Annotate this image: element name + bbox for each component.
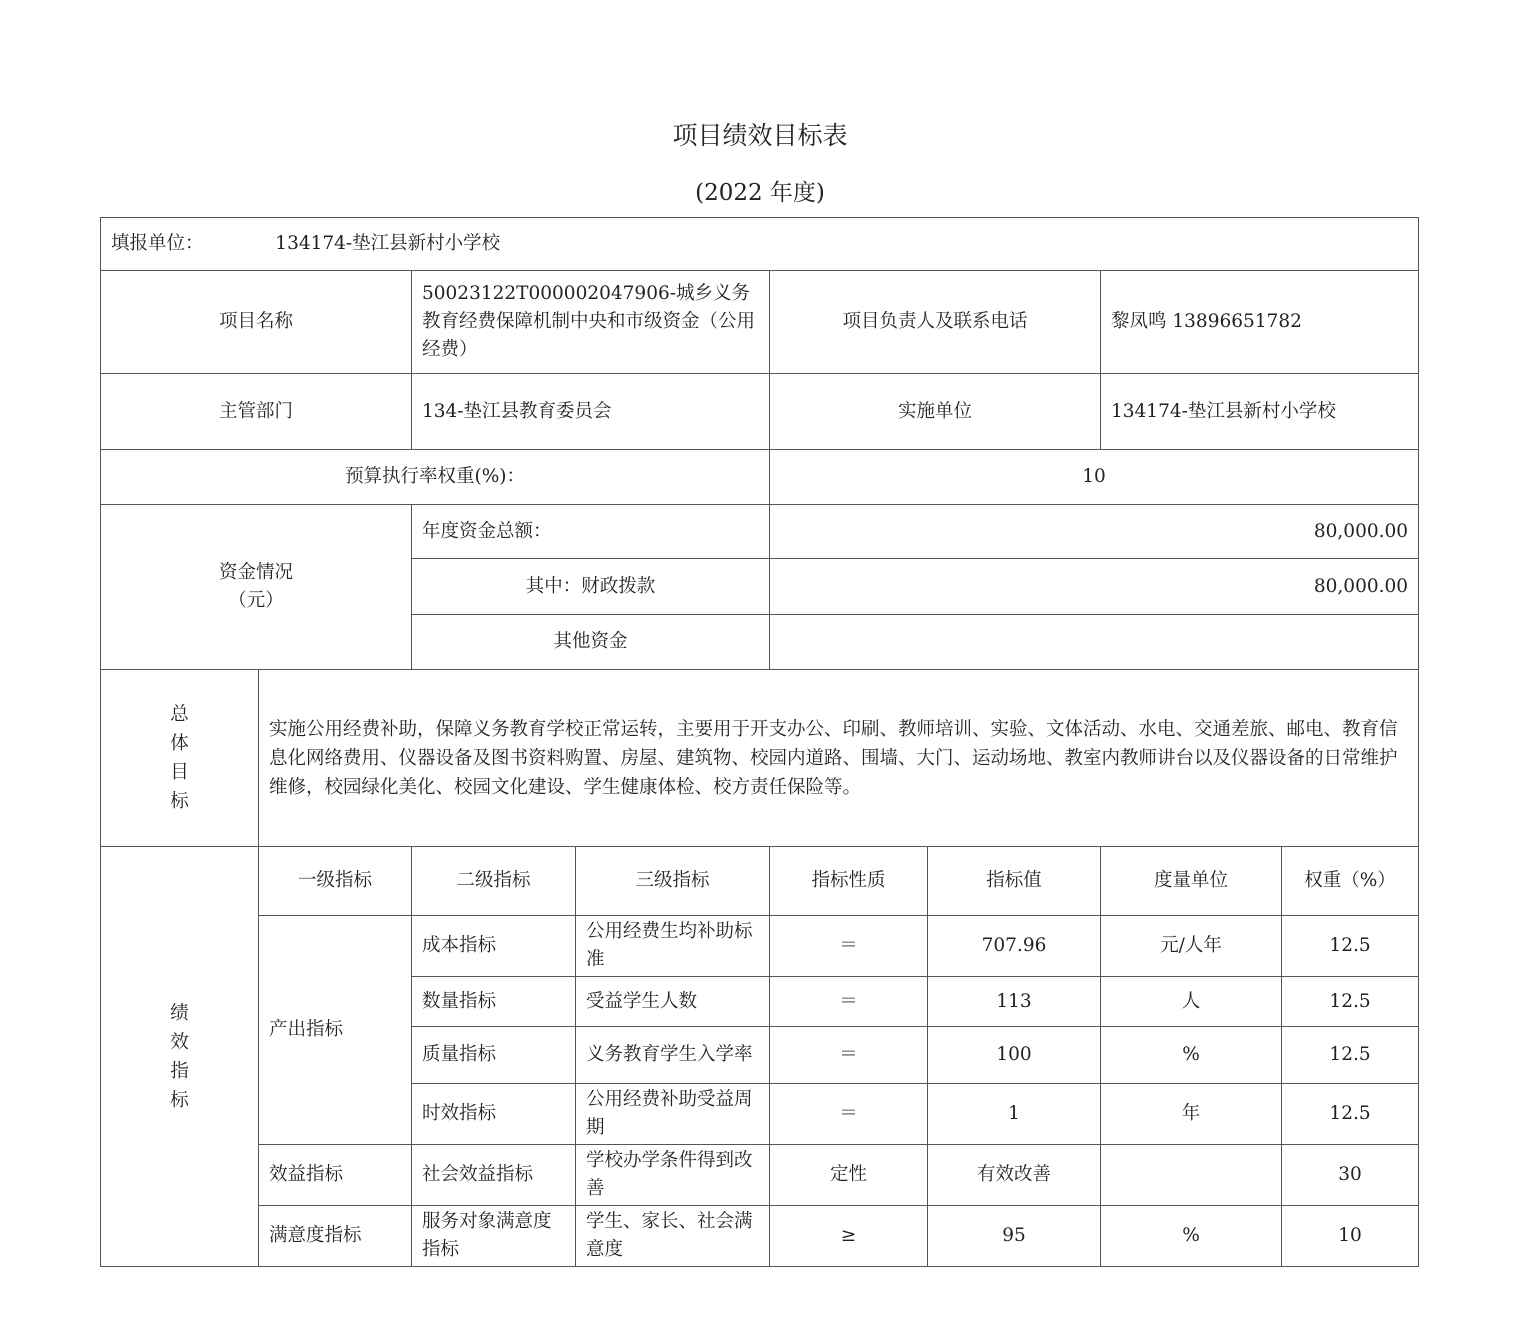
row-weight: 12.5 bbox=[1282, 1027, 1419, 1084]
goal-label-char: 总 bbox=[170, 704, 189, 725]
group-output: 产出指标 bbox=[259, 916, 412, 1145]
overall-goal-text: 实施公用经费补助，保障义务教育学校正常运转，主要用于开支办公、印刷、教师培训、实验、文体活动、水电、交通差旅、邮电、教育信息化网络费用、仪器设备及图书资料购置、房屋、建筑物、校园内道路、围墙、大门、运动场地、教室内教师讲台以及仪器设备的日常维护维修，校园绿化美化、校园文化建设、学生健康体检、校方责任保险等。 bbox=[259, 670, 1419, 847]
goal-label-char: 标 bbox=[170, 791, 189, 812]
funds-label-cell bbox=[101, 505, 412, 670]
header-weight: 权重（%） bbox=[1282, 847, 1419, 916]
impl-unit-label: 实施单位 bbox=[770, 374, 1101, 450]
header-level1: 一级指标 bbox=[259, 847, 412, 916]
row-value: 707.96 bbox=[928, 916, 1101, 977]
row-level2: 时效指标 bbox=[412, 1084, 576, 1145]
row-unit: 元/人年 bbox=[1101, 916, 1282, 977]
page-subtitle: (2022 年度) bbox=[695, 180, 825, 206]
table-row bbox=[101, 1206, 1419, 1267]
performance-table bbox=[100, 217, 1419, 1267]
row-unit: 年 bbox=[1101, 1084, 1282, 1145]
row-weight: 12.5 bbox=[1282, 1084, 1419, 1145]
row-level3: 公用经费生均补助标准 bbox=[576, 916, 770, 977]
row-unit: % bbox=[1101, 1206, 1282, 1267]
row-value: 1 bbox=[928, 1084, 1101, 1145]
header-nature: 指标性质 bbox=[770, 847, 928, 916]
page-title: 项目绩效目标表 bbox=[672, 121, 848, 150]
row-value: 100 bbox=[928, 1027, 1101, 1084]
dept-label: 主管部门 bbox=[101, 374, 412, 450]
funds-unit: （元） bbox=[228, 590, 284, 611]
row-nature: ≥ bbox=[770, 1206, 928, 1267]
indicators-label-char: 绩 bbox=[170, 1002, 189, 1024]
reporting-unit-label: 填报单位： bbox=[111, 233, 204, 254]
indicators-label-char: 效 bbox=[170, 1031, 189, 1053]
table-row bbox=[101, 916, 1419, 977]
row-level3: 受益学生人数 bbox=[576, 977, 770, 1027]
row-level2: 社会效益指标 bbox=[412, 1145, 576, 1206]
row-level2: 服务对象满意度指标 bbox=[412, 1206, 576, 1267]
row-level3: 义务教育学生入学率 bbox=[576, 1027, 770, 1084]
group-satisfaction: 满意度指标 bbox=[259, 1206, 412, 1267]
indicators-label bbox=[101, 847, 259, 1267]
project-name-value: 50023122T000002047906-城乡义务教育经费保障机制中央和市级资金（公用经费） bbox=[412, 271, 770, 374]
header-level3: 三级指标 bbox=[576, 847, 770, 916]
impl-unit-value: 134174-垫江县新村小学校 bbox=[1101, 374, 1419, 450]
funds-fiscal-value: 80,000.00 bbox=[770, 559, 1419, 615]
overall-goal-label bbox=[101, 670, 259, 847]
row-weight: 12.5 bbox=[1282, 977, 1419, 1027]
dept-value: 134-垫江县教育委员会 bbox=[412, 374, 770, 450]
row-unit bbox=[1101, 1145, 1282, 1206]
row-value: 有效改善 bbox=[928, 1145, 1101, 1206]
indicators-label-char: 标 bbox=[170, 1089, 189, 1111]
group-benefit: 效益指标 bbox=[259, 1145, 412, 1206]
project-contact-label: 项目负责人及联系电话 bbox=[770, 271, 1101, 374]
header-level2: 二级指标 bbox=[412, 847, 576, 916]
funds-other-label: 其他资金 bbox=[412, 615, 770, 670]
funds-fiscal-label: 其中：财政拨款 bbox=[412, 559, 770, 615]
row-nature: ＝ bbox=[770, 916, 928, 977]
row-nature: ＝ bbox=[770, 1027, 928, 1084]
row-level3: 学生、家长、社会满意度 bbox=[576, 1206, 770, 1267]
header-unit: 度量单位 bbox=[1101, 847, 1282, 916]
indicators-label-char: 指 bbox=[170, 1060, 189, 1082]
row-nature: ＝ bbox=[770, 977, 928, 1027]
reporting-unit-cell bbox=[101, 218, 1419, 271]
row-nature: 定性 bbox=[770, 1145, 928, 1206]
project-name-label: 项目名称 bbox=[101, 271, 412, 374]
row-level2: 成本指标 bbox=[412, 916, 576, 977]
budget-weight-label: 预算执行率权重(%)： bbox=[101, 450, 770, 505]
row-unit: 人 bbox=[1101, 977, 1282, 1027]
row-weight: 30 bbox=[1282, 1145, 1419, 1206]
table-row bbox=[101, 1145, 1419, 1206]
row-value: 113 bbox=[928, 977, 1101, 1027]
row-level3: 公用经费补助受益周期 bbox=[576, 1084, 770, 1145]
header-value: 指标值 bbox=[928, 847, 1101, 916]
goal-label-char: 体 bbox=[170, 733, 189, 754]
budget-weight-value: 10 bbox=[770, 450, 1419, 505]
row-unit: % bbox=[1101, 1027, 1282, 1084]
goal-label-char: 目 bbox=[170, 762, 189, 783]
row-weight: 12.5 bbox=[1282, 916, 1419, 977]
funds-other-value bbox=[770, 615, 1419, 670]
project-contact-value: 黎凤鸣 13896651782 bbox=[1101, 271, 1419, 374]
funds-total-label: 年度资金总额： bbox=[412, 505, 770, 559]
row-level2: 数量指标 bbox=[412, 977, 576, 1027]
row-level2: 质量指标 bbox=[412, 1027, 576, 1084]
reporting-unit-value: 134174-垫江县新村小学校 bbox=[275, 233, 501, 254]
funds-total-value: 80,000.00 bbox=[770, 505, 1419, 559]
row-nature: ＝ bbox=[770, 1084, 928, 1145]
row-weight: 10 bbox=[1282, 1206, 1419, 1267]
row-level3: 学校办学条件得到改善 bbox=[576, 1145, 770, 1206]
funds-label: 资金情况 bbox=[218, 562, 293, 583]
row-value: 95 bbox=[928, 1206, 1101, 1267]
